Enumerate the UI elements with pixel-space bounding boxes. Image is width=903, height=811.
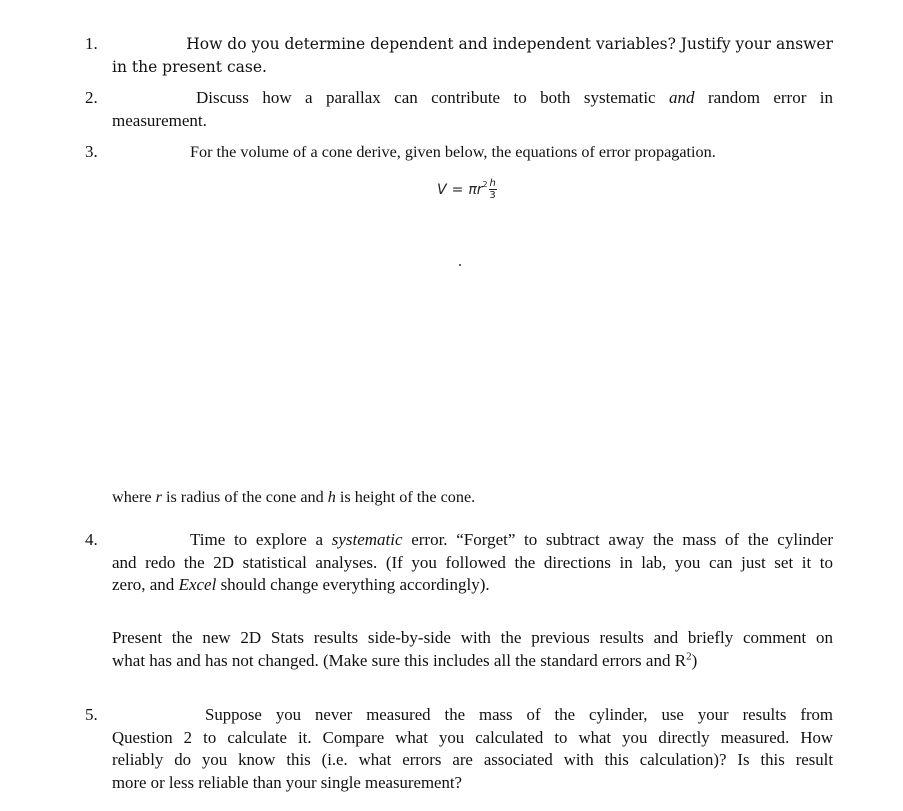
- italic-systematic: systematic: [331, 530, 403, 549]
- question-4-paragraph-2: Present the new 2D Stats results side-by-side with the previous results and briefly comment on what has and has not changed. (Make sure this includes all the standard errors and $R^2$): [112, 628, 833, 670]
- question-1-line-1: How do you determine dependent and independent variables? Justify your answer: [186, 35, 833, 53]
- question-3: [112, 141, 833, 164]
- question-1-number: 1.: [85, 34, 98, 53]
- italic-excel: Excel: [178, 575, 217, 594]
- question-2-italic-and: and: [669, 88, 695, 107]
- question-2-number: 2.: [85, 88, 98, 107]
- question-2-line-1: Discuss how a parallax can contribute to both systematic: [196, 88, 656, 107]
- question-3-number: 3.: [85, 142, 98, 161]
- question-1: [112, 33, 833, 78]
- question-4-number: 4.: [85, 530, 98, 549]
- question-4-paragraph-1: Time to explore a systematic error. “Forget” to subtract away the mass of the cylinder and redo the 2D statistical analyses. (If you followed the directions in lab, you can just set it to zero, and Excel should change everything accordingly).: [112, 530, 834, 594]
- question-3-line-1: For the volume of a cone derive, given below, the equations of error propagation.: [190, 143, 716, 161]
- question-2-line-2: measurement.: [112, 110, 207, 130]
- stray-mark: [459, 264, 461, 266]
- formula-fraction: $\frac{h}{3}$: [489, 178, 496, 201]
- question-2: [112, 87, 833, 132]
- variable-r: r: [155, 488, 162, 506]
- question-5: Suppose you never measured the mass of the cylinder, use your results from Question 2 to calculate it. Compare what you calculated to what you directly measured. How reliably do you know this (i.e. what errors are associated with this calculation)? Is this result more or less reliable than your single measurement?: [112, 705, 833, 792]
- question-2-line-1-end: random error in: [707, 88, 834, 107]
- cone-volume-formula: V = π r $^2$ $\frac{h}{3}$: [437, 178, 496, 201]
- question-3-where: where r is radius of the cone and h is height of the cone.: [112, 488, 476, 506]
- variable-h: h: [327, 488, 336, 506]
- question-5-number: 5.: [85, 705, 98, 724]
- question-1-line-2: in the present case.: [112, 57, 267, 76]
